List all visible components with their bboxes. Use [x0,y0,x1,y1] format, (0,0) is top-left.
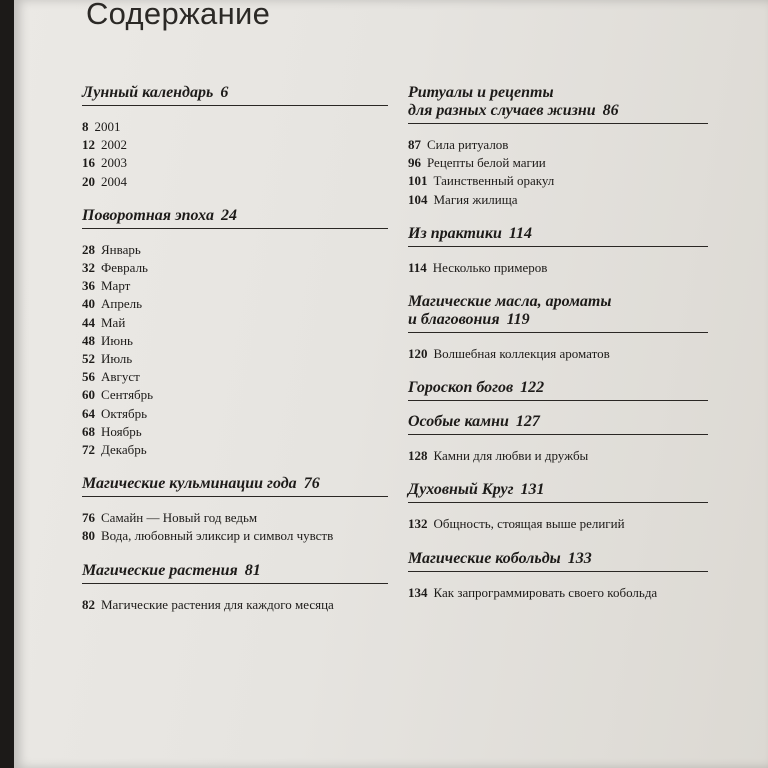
section-heading-line [408,293,706,311]
toc-section [408,481,708,537]
entry-title: Волшебная коллекция ароматов [433,346,610,362]
section-page-number: 81 [244,561,261,579]
entry-page-number: 132 [408,516,428,532]
toc-entry [82,527,388,545]
entry-page-number: 72 [82,442,95,458]
spacer [408,534,708,538]
toc-entry [82,423,388,441]
section-heading-line [82,84,386,102]
entry-title: Апрель [101,296,143,312]
toc-entry [82,241,388,259]
entry-page-number: 68 [82,423,95,439]
toc-entry [82,368,388,386]
section-heading-text: Магические кульминации года [82,475,297,493]
entry-page-number: 104 [408,191,428,207]
spacer [82,191,388,195]
toc-entry [82,596,388,614]
entry-title: 2002 [101,137,127,153]
section-heading-text: Поворотная эпоха [82,206,214,224]
section-heading-text: Лунный календарь [82,84,214,101]
section-page-number: 127 [515,413,540,431]
toc-section [82,475,388,549]
entry-page-number: 12 [82,137,95,153]
section-heading-line [408,311,706,329]
entry-page-number: 101 [408,173,428,189]
entry-page-number: 60 [82,387,95,403]
section-page-number: 114 [508,224,532,242]
section-page-number: 24 [220,206,237,224]
entry-title: 2001 [94,119,121,134]
section-heading [408,550,708,572]
entry-title: Июль [101,351,133,367]
entry-title: Июнь [101,332,133,348]
section-heading-line [82,562,386,580]
toc-entry [408,259,708,277]
entry-title: Март [101,278,131,294]
section-heading [408,225,708,247]
entry-page-number: 44 [82,314,95,330]
section-page-number: 133 [567,549,592,567]
toc-entry [82,173,388,191]
entry-title: Ноябрь [101,423,142,439]
section-heading [408,481,708,503]
spacer [408,277,708,281]
section-heading-text: Ритуалы и рецепты [408,84,554,101]
entry-title: Несколько примеров [432,259,548,275]
section-page-number: 6 [220,84,229,101]
section-page-number: 76 [303,475,320,493]
section-heading-text: Магические растения [82,561,238,579]
section-heading-line [408,379,706,397]
spacer [408,602,708,606]
toc-entry [408,345,708,363]
entry-title: Вода, любовный эликсир и символ чувств [101,528,334,544]
toc-section [82,84,388,195]
entry-page-number: 114 [408,259,427,275]
section-heading-line [408,102,706,120]
toc-entry [408,584,708,602]
toc-entry [82,295,388,313]
book-page [14,0,768,768]
section-page-number: 86 [602,102,619,119]
entry-title: Октябрь [101,405,148,421]
section-heading [82,84,388,106]
spacer [408,363,708,367]
section-heading-line [408,413,706,431]
entry-page-number: 96 [408,155,421,171]
toc-section [408,293,708,367]
section-heading-text: Гороскоп богов [408,379,514,397]
entry-title: 2003 [101,155,127,171]
toc-entry [82,259,388,277]
entry-title: Сентябрь [101,387,154,403]
section-heading-text: для разных случаев жизни [408,102,596,119]
spacer [408,465,708,469]
entry-title: Сила ритуалов [427,137,509,152]
section-heading [82,207,388,229]
toc-section [408,379,708,401]
section-heading-text: Особые камни [408,413,509,431]
entry-page-number: 16 [82,155,95,171]
toc-entry [82,350,388,368]
toc-entry [82,509,388,527]
toc-entry [408,447,708,465]
entry-title: Август [101,369,140,385]
entry-page-number: 82 [82,596,95,612]
section-page-number: 119 [506,311,530,329]
toc-entry [82,154,388,172]
section-heading [408,84,708,124]
section-page-number: 131 [520,481,545,499]
entry-title: Магические растения для каждого месяца [101,596,334,612]
entry-page-number: 87 [408,137,421,152]
toc-entry [82,332,388,350]
entry-title: Май [101,314,126,330]
entry-page-number: 48 [82,332,95,348]
entry-page-number: 80 [82,528,95,544]
entry-title: Общность, стоящая выше религий [433,516,625,532]
toc-right-column [408,84,708,618]
section-page-number: 122 [520,379,545,397]
entry-page-number: 134 [408,584,428,600]
entry-page-number: 8 [82,119,89,134]
toc-entry [82,118,388,136]
spacer [82,546,388,550]
entry-page-number: 28 [82,241,95,257]
toc-entry [82,136,388,154]
entry-page-number: 32 [82,260,95,276]
toc-entry [408,172,708,190]
page-title: Содержание [86,0,271,31]
entry-page-number: 40 [82,296,95,312]
entry-title: Рецепты белой магии [427,155,546,171]
section-heading [408,379,708,401]
toc-entry [82,314,388,332]
entry-title: Магия жилища [433,191,518,207]
section-heading-text: Магические кобольды [408,549,561,567]
section-heading-line [408,84,706,102]
toc-entry [82,386,388,404]
section-heading-text: и благовония [408,311,500,329]
toc-entry [82,441,388,459]
toc-entry [408,136,708,154]
entry-page-number: 64 [82,405,95,421]
toc-section [82,562,388,618]
spacer [408,209,708,213]
section-heading [408,293,708,333]
toc-section [408,84,708,213]
entry-page-number: 128 [408,448,428,464]
entry-page-number: 36 [82,278,95,294]
entry-page-number: 52 [82,351,95,367]
section-heading-line [408,225,706,243]
section-heading [82,475,388,497]
toc-entry [408,191,708,209]
section-heading [82,562,388,584]
toc-section [408,225,708,281]
entry-title: Январь [101,241,141,257]
toc-section [82,207,388,463]
section-heading-line [408,550,706,568]
section-heading-line [82,207,386,225]
entry-title: 2004 [101,173,127,189]
section-heading [408,413,708,435]
entry-title: Февраль [101,260,148,276]
spacer [82,459,388,463]
toc-entry [82,405,388,423]
section-heading-line [408,481,706,499]
section-heading-text: Магические масла, ароматы [408,293,612,311]
entry-page-number: 56 [82,369,95,385]
section-heading-text: Духовный Круг [408,481,514,499]
entry-title: Самайн — Новый год ведьм [101,510,258,526]
entry-title: Как запрограммировать своего кобольда [433,584,658,600]
toc-section [408,550,708,606]
entry-page-number: 76 [82,510,95,526]
entry-page-number: 120 [408,346,428,362]
section-heading-line [82,475,386,493]
entry-title: Камни для любви и дружбы [433,448,589,464]
entry-title: Декабрь [101,442,147,458]
entry-title: Таинственный оракул [433,173,555,189]
toc-section [408,413,708,469]
section-heading-text: Из практики [408,224,502,242]
toc-entry [82,277,388,295]
toc-left-column [82,84,388,630]
toc-entry [408,515,708,533]
toc-entry [408,154,708,172]
entry-page-number: 20 [82,173,95,189]
spacer [82,614,388,618]
